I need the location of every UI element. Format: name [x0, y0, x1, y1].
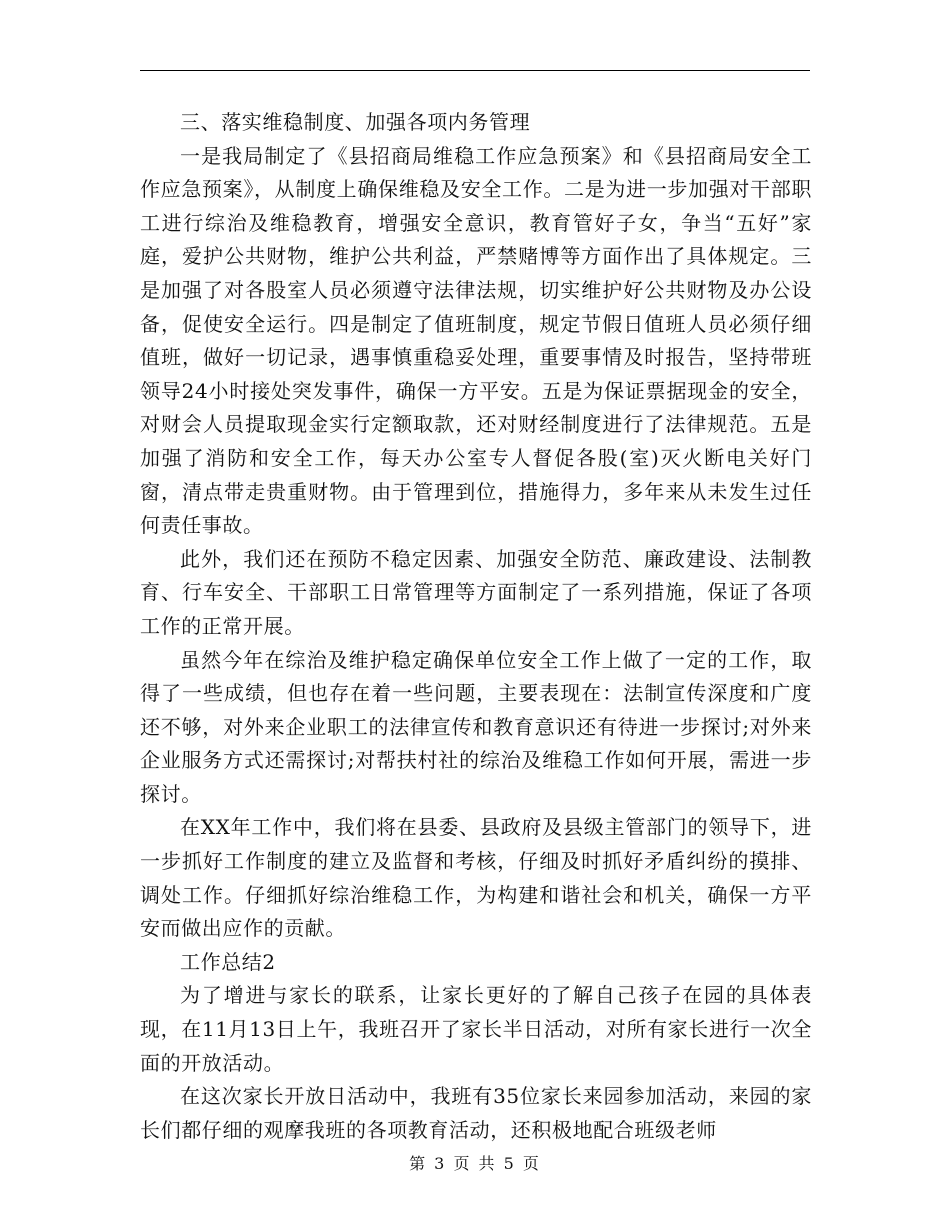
paragraph: 一是我局制定了《县招商局维稳工作应急预案》和《县招商局安全工作应急预案》，从制度上确保维稳及安全工作。二是为进一步加强对干部职工进行综治及维稳教育，增强安全意识，教育管好子女，争当“五好”家庭，爱护公共财物，维护公共利益，严禁赌博等方面作出了具体规定。三是加强了对各股室人员必须遵守法律法规，切实维护好公共财物及办公设备，促使安全运行。四是制定了值班制度，规定节假日值班人员必须仔细值班，做好一切记录，遇事慎重稳妥处理，重要事情及时报告，坚持带班领导24小时接处突发事件，确保一方平安。五是为保证票据现金的安全，对财会人员提取现金实行定额取款，还对财经制度进行了法律规范。五是加强了消防和安全工作，每天办公室专人督促各股(室)灭火断电关好门窗，清点带走贵重财物。由于管理到位，措施得力，多年来从未发生过任何责任事故。 [140, 143, 812, 538]
header-rule [140, 70, 810, 71]
paragraph: 此外，我们还在预防不稳定因素、加强安全防范、廉政建设、法制教育、行车安全、干部职工日常管理等方面制定了一系列措施，保证了各项工作的正常开展。 [140, 546, 812, 638]
section-heading: 工作总结2 [180, 949, 276, 974]
paragraph: 虽然今年在综治及维护稳定确保单位安全工作上做了一定的工作，取得了一些成绩，但也存在着一些问题，主要表现在：法制宣传深度和广度还不够，对外来企业职工的法律宣传和教育意识还有待进一步探讨;对外来企业服务方式还需探讨;对帮扶村社的综治及维稳工作如何开展，需进一步探讨。 [140, 647, 812, 806]
document-body [140, 106, 812, 1147]
paragraph: 为了增进与家长的联系，让家长更好的了解自己孩子在园的具体表现，在11月13日上午，我班召开了家长半日活动，对所有家长进行一次全面的开放活动。 [140, 983, 812, 1075]
paragraph: 在XX年工作中，我们将在县委、县政府及县级主管部门的领导下，进一步抓好工作制度的建立及监督和考核，仔细及时抓好矛盾纠纷的摸排、调处工作。仔细抓好综治维稳工作，为构建和谐社会和机关，确保一方平安而做出应作的贡献。 [140, 815, 812, 941]
page-number-footer: 第 3 页 共 5 页 [409, 1154, 541, 1173]
section-heading: 三、落实维稳制度、加强各项内务管理 [180, 110, 531, 134]
paragraph: 在这次家长开放日活动中，我班有35位家长来园参加活动，来园的家长们都仔细的观摩我班的各项教育活动，还积极地配合班级老师 [140, 1084, 812, 1142]
